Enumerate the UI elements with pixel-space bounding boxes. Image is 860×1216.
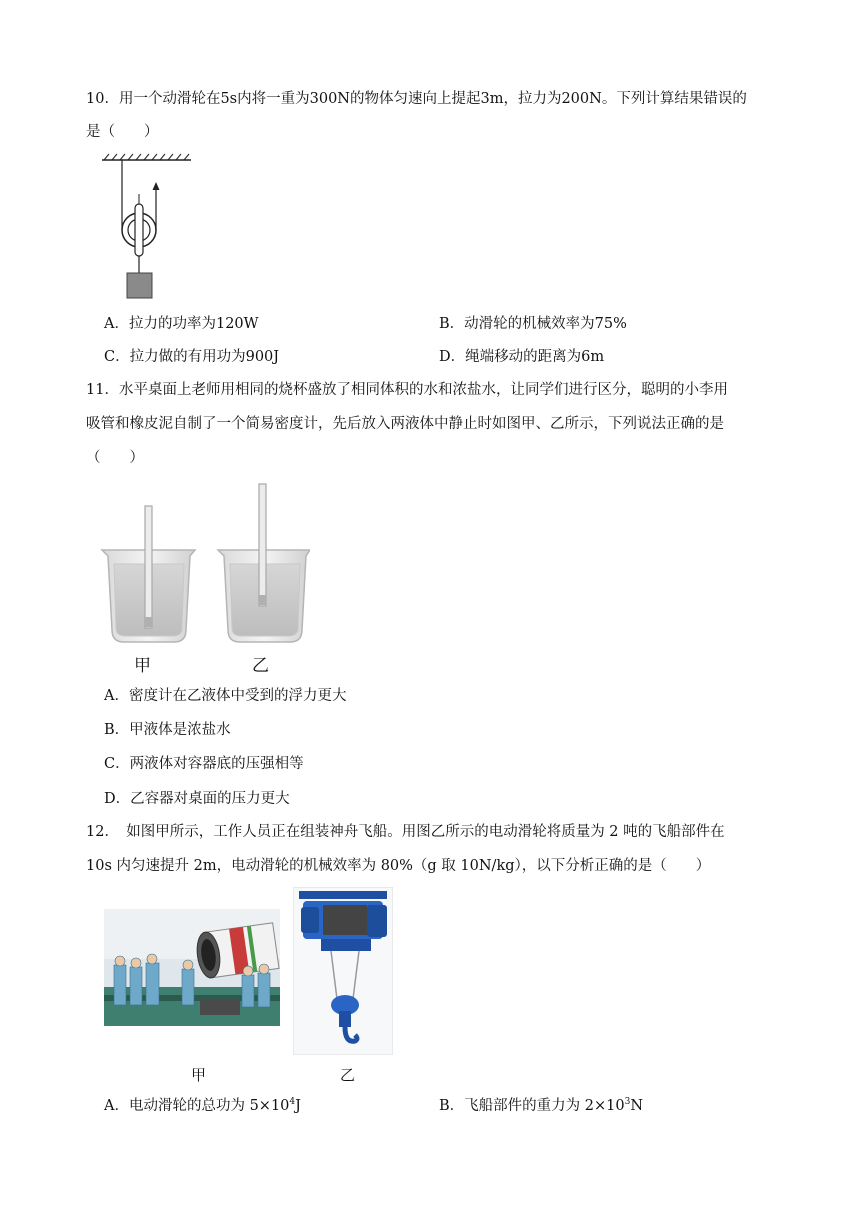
q11-stem-line1: 11．水平桌面上老师用相同的烧杯盛放了相同体积的水和浓盐水，让同学们进行区分，聪明的小李用 [86,382,728,398]
q10-option-b: B．动滑轮的机械效率为75% [439,316,627,332]
q10-option-c: C．拉力做的有用功为900J [104,349,280,365]
electric-hoist-photo [293,887,393,1055]
spacecraft-assembly-photo [104,909,280,1026]
q10-option-d: D．绳端移动的距离为6m [439,349,605,365]
q11-stem-line2: 吸管和橡皮泥自制了一个简易密度计，先后放入两液体中静止时如图甲、乙所示，下列说法正确的是 [86,416,724,432]
beaker-jia [102,506,195,642]
q11-stem-line3: （ ） [86,450,144,466]
q12-label-jia: 甲 [191,1066,207,1084]
q12-stem-line1: 12． 如图甲所示，工作人员正在组装神舟飞船。用图乙所示的电动滑轮将质量为 2 吨的飞船部件在 [86,824,725,840]
q12-option-b-exponent: 3 [624,1097,631,1107]
q10-stem-line2: 是（ ） [86,124,159,140]
q11-option-b: B．甲液体是浓盐水 [104,722,231,738]
q11-label-jia: 甲 [134,656,151,676]
beakers-diagram [98,482,310,650]
beaker-yi [218,484,310,642]
q11-label-yi: 乙 [252,656,269,676]
q12-label-yi: 乙 [340,1066,356,1084]
q12-stem-line2: 10s 内匀速提升 2m，电动滑轮的机械效率为 80%（g 取 10N/kg），以下分析正确的是（ ） [86,858,711,874]
q12-option-a: A．电动滑轮的总功为 $5\times 10^4J$ [104,1097,301,1114]
q12-option-b: B．飞船部件的重力为 $2\times 10^3N$ [439,1097,644,1114]
q10-option-a: A．拉力的功率为120W [104,316,259,332]
q11-option-a: A．密度计在乙液体中受到的浮力更大 [104,688,347,704]
pulley-diagram [96,150,196,304]
q10-stem-line1: 10．用一个动滑轮在5s内将一重为300N的物体匀速向上提起3m，拉力为200N。下列计算结果错误的 [86,91,747,107]
q11-option-d: D．乙容器对桌面的压力更大 [104,791,290,807]
q11-option-c: C．两液体对容器底的压强相等 [104,756,304,772]
q12-option-a-exponent: 4 [289,1097,296,1107]
